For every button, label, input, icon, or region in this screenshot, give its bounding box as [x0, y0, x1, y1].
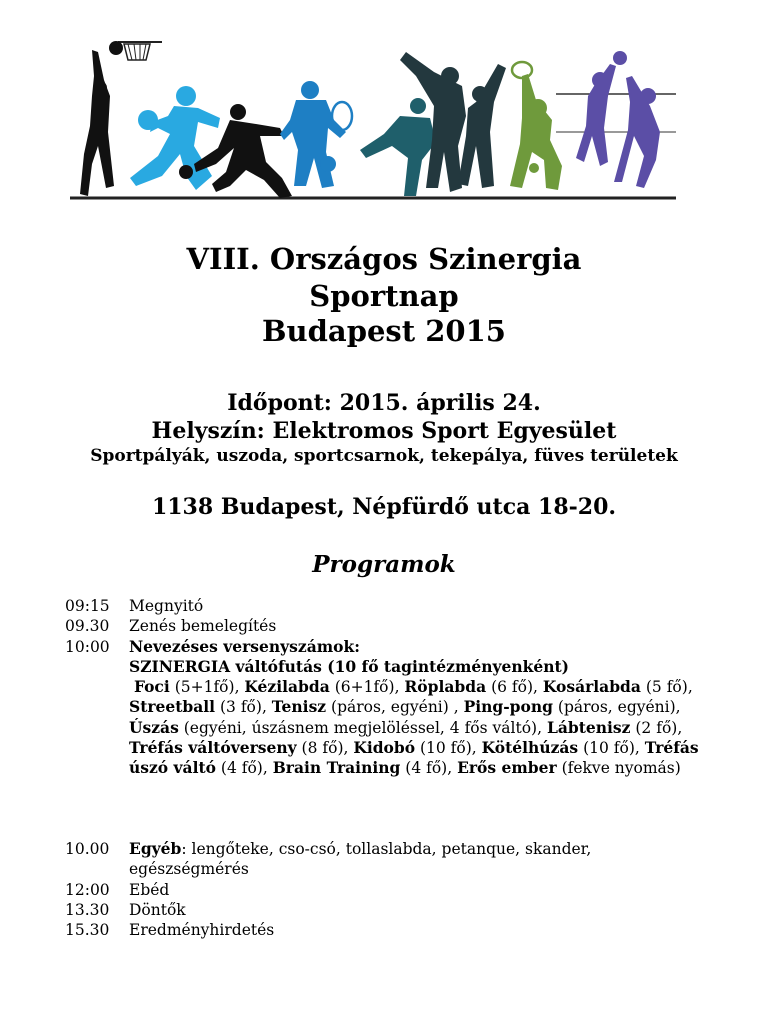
event-detail: (4 fő), [400, 759, 458, 778]
volleyball-spikers-icon [576, 51, 660, 188]
program-heading: Programok [312, 551, 456, 578]
event-name: Ping-pong [463, 697, 553, 717]
schedule-time: 12:00 [65, 880, 110, 899]
competitions-heading: Nevezéses versenyszámok: [129, 636, 360, 656]
schedule-time: 10:00 [65, 637, 110, 656]
other-activities: : lengőteke, cso-csó, tollaslabda, petanque, skander, egészségmérés [129, 840, 592, 879]
event-name: Tenisz [271, 697, 327, 717]
schedule-time: 15.30 [65, 921, 110, 940]
event-title-line-1: VIII. Országos Szinergia [186, 242, 582, 276]
event-facilities: Sportpályák, uszoda, sportcsarnok, tekepálya, füves területek [90, 446, 678, 466]
schedule-row [65, 596, 705, 616]
event-venue: Helyszín: Elektromos Sport Egyesület [151, 418, 617, 444]
event-detail: (5+1fő), [169, 678, 245, 697]
schedule-row [65, 900, 705, 920]
sports-silhouettes-banner [70, 36, 676, 202]
event-detail: (2 fő), [630, 718, 683, 737]
event-name: Tréfás váltóverseny [129, 738, 297, 758]
schedule-time: 09.30 [65, 617, 110, 636]
event-detail: (8 fő), [296, 739, 354, 758]
schedule-list-2 [65, 839, 705, 940]
schedule-row [65, 616, 705, 636]
tennis-player-icon [280, 81, 352, 188]
event-name: Kézilabda [244, 677, 330, 697]
event-name: Streetball [129, 697, 216, 717]
event-name: Kosárlabda [542, 677, 641, 697]
schedule-time: 09:15 [65, 597, 110, 615]
event-detail: (páros, egyéni) , [326, 698, 464, 717]
event-name: Röplabda [404, 677, 487, 697]
event-detail: (fekve nyomás) [556, 759, 681, 778]
event-detail: (3 fő), [215, 698, 272, 717]
other-label: Egyéb [129, 839, 182, 858]
event-name: Kidobó [353, 738, 416, 758]
schedule-row [65, 637, 705, 779]
schedule-row [65, 920, 705, 940]
schedule-time: 13.30 [65, 900, 110, 919]
football-player-icon [360, 98, 436, 196]
event-detail: (páros, egyéni), [552, 698, 681, 717]
schedule-text: Eredményhirdetés [129, 921, 275, 940]
event-name: Úszás [129, 717, 179, 737]
event-name: Brain Training [272, 758, 401, 778]
badminton-player-icon [510, 62, 562, 190]
event-name: Tréfás úszó váltó [129, 738, 699, 778]
schedule-text: Megnyitó [129, 597, 204, 615]
relay-event: SZINERGIA váltófutás (10 fő tagintézményenként) [129, 656, 569, 676]
schedule-text: Zenés bemelegítés [129, 617, 277, 636]
event-list [129, 677, 705, 778]
event-detail: (egyéni, úszásnem megjelöléssel, 4 fős váltó), [178, 718, 547, 737]
event-detail: (6+1fő), [329, 678, 405, 697]
event-name: Lábtenisz [546, 717, 631, 737]
handball-player-icon [130, 86, 220, 190]
event-name: Erős ember [457, 758, 557, 778]
basketball-hoop-icon [118, 42, 162, 60]
event-date: Időpont: 2015. április 24. [227, 390, 541, 416]
basketball-icon [109, 41, 123, 55]
event-detail: (4 fő), [215, 759, 273, 778]
event-detail: (5 fő), [640, 678, 693, 697]
schedule-row [65, 839, 705, 880]
event-address: 1138 Budapest, Népfürdő utca 18-20. [151, 494, 617, 520]
schedule-list [65, 596, 705, 779]
schedule-time: 10.00 [65, 840, 110, 858]
event-name: Foci [133, 677, 170, 697]
schedule-row [65, 880, 705, 900]
event-detail: (10 fő), [415, 739, 482, 758]
schedule-text: Döntők [129, 900, 186, 919]
event-title-line-2: Sportnap [309, 279, 459, 313]
event-title-line-3: Budapest 2015 [262, 314, 506, 348]
basketball-player-icon [80, 50, 114, 196]
schedule-text: Ebéd [129, 880, 170, 899]
event-detail: (6 fő), [486, 678, 543, 697]
event-detail: (10 fő), [578, 739, 645, 758]
event-name: Kötélhúzás [481, 738, 579, 758]
